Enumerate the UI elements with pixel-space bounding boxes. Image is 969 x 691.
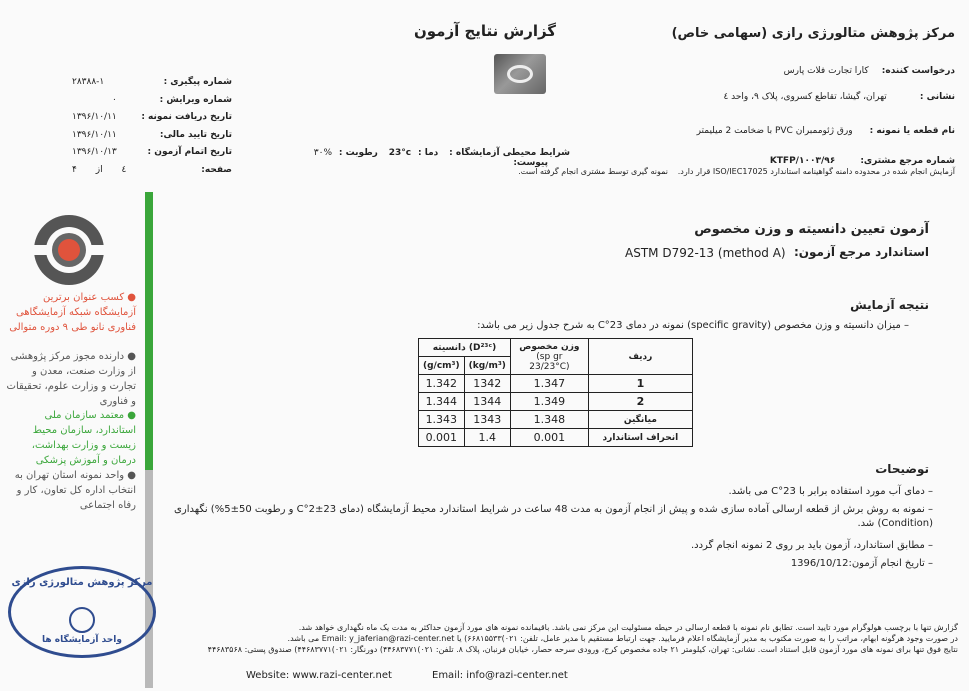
sample-row — [625, 118, 955, 137]
page-row — [72, 162, 232, 180]
note-item: – دمای آب مورد استفاده برابر با 23°C می باشد. — [153, 485, 933, 499]
ref-label: شماره مرجع مشتری: — [860, 156, 955, 166]
request-row — [635, 58, 955, 77]
results-heading: نتیجه آزمایش — [850, 298, 929, 312]
header-specific-gravity: وزن مخصوص (sp gr 23/23°C) — [510, 339, 588, 375]
razi-logo-icon — [26, 207, 112, 293]
temp-value: 23°c — [388, 148, 412, 158]
revision-value: ۰ — [112, 94, 117, 105]
request-label: درخواست کننده: — [881, 66, 955, 76]
finance-label: تاریخ تایید مالی: — [159, 129, 232, 140]
tracking-label: شماره پیگیری : — [163, 77, 232, 87]
footer-line: نتایج فوق تنها برای نمونه های مورد آزمون قابل استناد است. نشانی: تهران، کیلومتر ۲۱ جاده مخصوص کرج، ورودی سرحه حصار، خیابان فرنبان، پلاک ۸. تلفن: ۰۲۱)۴۴۶۸۳۷۷۱) دورنگار: ۰۲۱)۴۴۶۸۳۷۷۱) صندوق پستی: ۴۴۶۸۳۵۶۸ — [207, 645, 958, 654]
footer — [158, 622, 958, 655]
page-current: ۴ — [72, 164, 77, 175]
request-value: کارا تجارت فلات پارس — [783, 66, 869, 76]
seal-sub: واحد آزمایشگاه ها — [42, 635, 122, 645]
completion-label: تاریخ اتمام آزمون : — [147, 147, 232, 157]
ref-value: ۱۰۰۳/۹۶/KTFP — [769, 156, 836, 166]
meta-block — [72, 74, 232, 179]
finance-row — [72, 127, 232, 145]
address-row — [635, 84, 955, 103]
completion-value: ۱۳۹۶/۱۰/۱۳ — [72, 147, 117, 157]
sidebar-item-model-unit: ● واحد نمونه استان تهران به انتخاب اداره کل تعاون، کار و رفاه اجتماعی — [14, 470, 136, 511]
sidebar-item-award: ● کسب عنوان برترین آزمایشگاه شبکه آزمایشگاهی فناوری نانو طی ۹ دوره متوالی — [9, 292, 136, 333]
receipt-label: تاریخ دریافت نمونه : — [141, 112, 232, 122]
header-gcm: (g/cm³) — [419, 357, 465, 375]
tracking-value: ۲۸۳۸۸-۱ — [72, 77, 105, 87]
note-item: – تاریخ انجام آزمون:1396/10/12 — [153, 557, 933, 571]
accreditation-note: آزمایش انجام شده در محدوده دامنه گواهینامه استاندارد ISO/IEC17025 قرار دارد. — [677, 167, 955, 176]
env-row — [270, 148, 570, 168]
report-title: گزارش نتایج آزمون — [413, 22, 557, 40]
page-label: صفحه: — [201, 164, 232, 175]
ref-row — [625, 148, 955, 167]
sampling-note: نمونه گیری توسط مشتری انجام گرفته است. — [518, 167, 668, 176]
receipt-value: ۱۳۹۶/۱۰/۱۱ — [72, 112, 117, 122]
center-name: مرکز پژوهش متالورژی رازی (سهامی خاص) — [671, 26, 955, 41]
env-label: شرایط محیطی آزمایشگاه : — [449, 148, 570, 158]
website-link[interactable]: Website: www.razi-center.net — [246, 670, 392, 681]
seal-emblem-icon — [69, 607, 95, 633]
table-row: 1.343 1343 1.348 میانگین — [419, 411, 693, 429]
revision-label: شماره ویرایش : — [159, 94, 232, 105]
results-table — [418, 338, 693, 447]
hologram-icon — [494, 54, 546, 94]
note-item: – نمونه به روش برش از قطعه ارسالی آماده سازی شده و پیش از انجام آزمون به مدت 48 ساعت در شرایط استاندارد محیط آزمایشگاه (دمای 23±2°C و رطوبت 50±5%) نگهداری (Condition) شد. — [153, 503, 933, 531]
sidebar-item-trusted: ● معتمد سازمان ملی استاندارد، سازمان محیط زیست و وزارت بهداشت، درمان و آموزش پزشکی — [31, 410, 136, 466]
bullet-icon: ● — [124, 410, 136, 421]
receipt-row — [72, 109, 232, 127]
humidity-label: رطوبت : — [338, 148, 378, 158]
tracking-row — [72, 74, 232, 92]
sidebar-strip-green — [145, 192, 153, 470]
header-density: دانسیته (D²³ᶜ) — [419, 339, 511, 357]
standard-value: ASTM D792-13 (method A) — [625, 246, 786, 260]
notes-heading: توضیحات — [875, 462, 929, 476]
address-value: تهران، گیشا، تقاطع کسروی، پلاک ۹، واحد ٤ — [723, 92, 887, 102]
header-kgm: (kg/m³) — [464, 357, 510, 375]
completion-row — [72, 144, 232, 162]
address-label: نشانی : — [919, 92, 955, 102]
seal-text: مرکز پژوهش متالورژی رازی — [11, 577, 153, 588]
note-item: – مطابق استاندارد، آزمون باید بر روی 2 نمونه انجام گردد. — [153, 539, 933, 553]
table-row: 0.001 1.4 0.001 انحراف استاندارد — [419, 429, 693, 447]
sample-label: نام قطعه یا نمونه : — [869, 126, 955, 136]
table-header-row — [419, 339, 693, 357]
temp-label: دما : — [417, 148, 439, 158]
header-row-label: ردیف — [588, 339, 692, 375]
footer-line: در صورت وجود هرگونه ابهام، مراتب را به صورت مکتوب به مدیر آزمایشگاه اعلام فرمایید. جهت ارتباط مستقیم با مدیر عامل، تلفن: ۰۲۱)۶۶۸۱۵۵۳۳) یا Email: y_jaferian@razi-center.net می باشد. — [287, 634, 958, 643]
official-seal — [8, 566, 156, 658]
finance-value: ۱۳۹۶/۱۰/۱۱ — [72, 129, 117, 140]
bullet-icon: ● — [124, 470, 136, 481]
page-of: از — [95, 164, 103, 175]
sample-value: ورق ژئوممبران PVC با ضخامت 2 میلیمتر — [696, 126, 853, 136]
sidebar-item-license: ● دارنده مجوز مرکز پژوهشی از وزارت صنعت، معدن و تجارت و وزارت علوم، تحقیقات و فناوری — [6, 351, 136, 407]
attach-label: پیوست: — [513, 158, 548, 168]
page-total: ٤ — [121, 164, 127, 175]
footer-line: گزارش تنها با برچسب هولوگرام مورد تایید است. تطابق نام نمونه با قطعه ارسالی در حیطه مسئولیت این مرکز نمی باشد. باقیمانده نمونه های مورد آزمون حداکثر به مدت یک ماه نگهداری خواهد شد. — [298, 623, 958, 632]
bullet-icon: ● — [124, 292, 136, 303]
table-row: 1.342 1342 1.347 1 — [419, 375, 693, 393]
page-indicator — [72, 162, 126, 180]
email-link[interactable]: Email: info@razi-center.net — [432, 670, 568, 681]
humidity-value: %۳۰ — [313, 148, 333, 158]
standard-label: استاندارد مرجع آزمون: — [793, 245, 929, 259]
results-description: – میزان دانسیته و وزن مخصوص (specific gravity) نمونه در دمای 23°C به شرح جدول زیر می باشد: — [349, 320, 909, 331]
table-row: 1.344 1344 1.349 2 — [419, 393, 693, 411]
revision-row — [72, 92, 232, 110]
bullet-icon: ● — [124, 351, 136, 362]
test-title: آزمون تعیین دانسیته و وزن مخصوص — [694, 222, 929, 237]
